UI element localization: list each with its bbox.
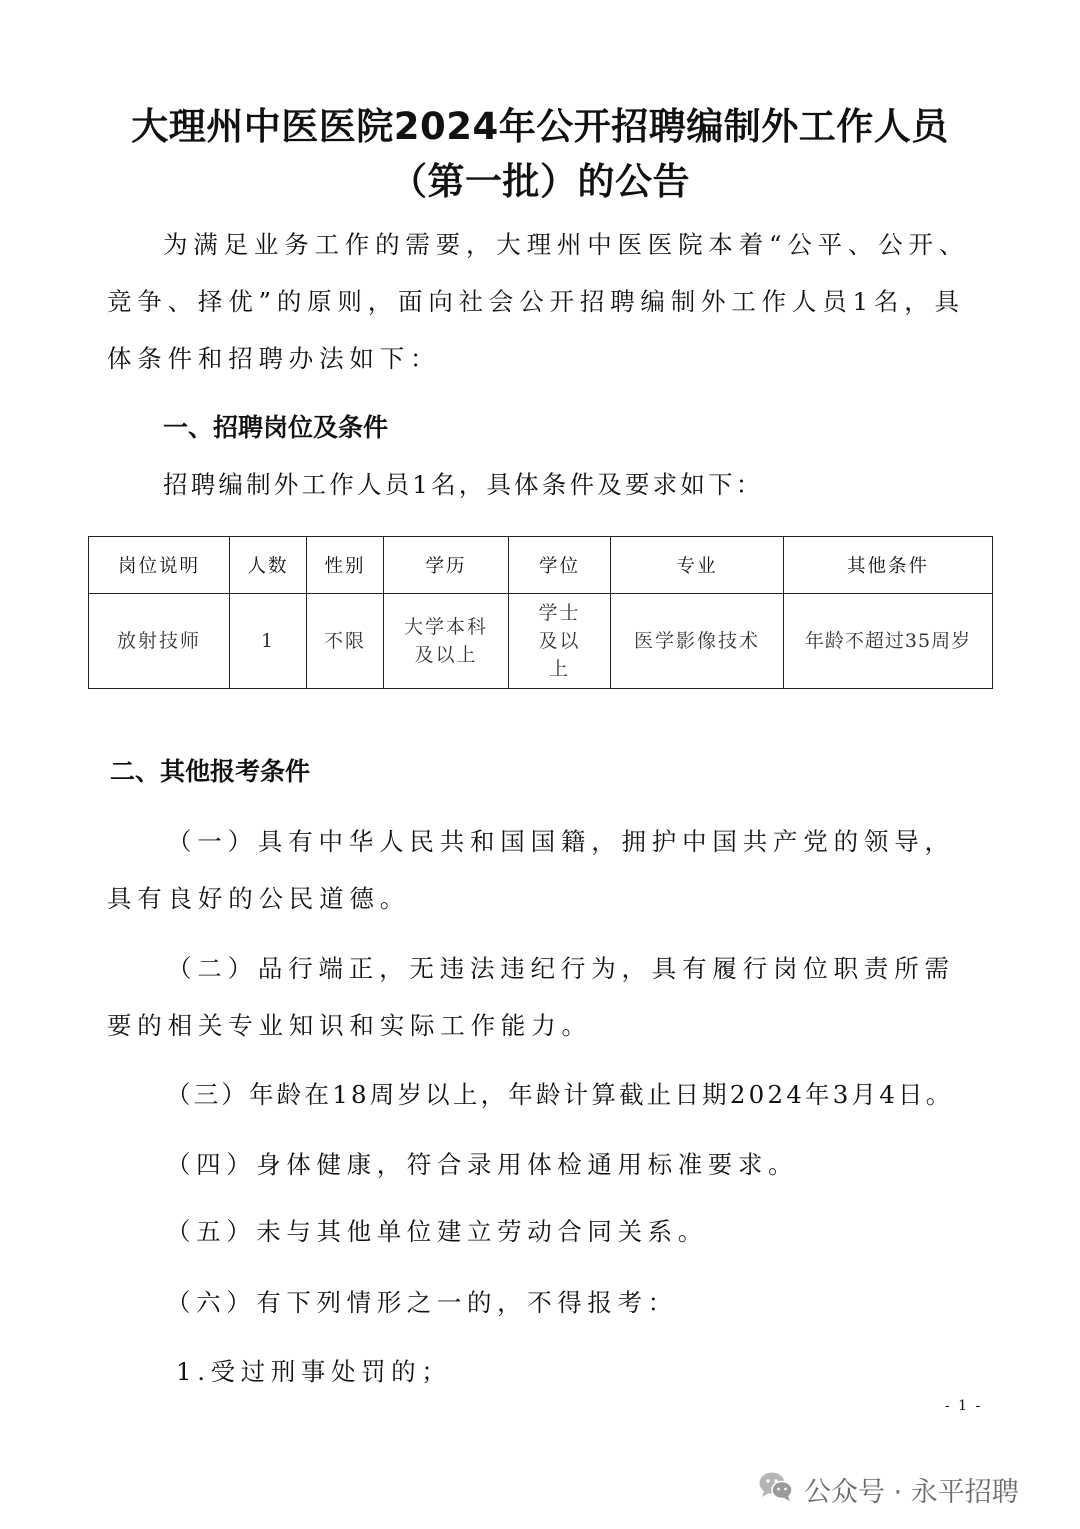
watermark	[758, 1469, 1019, 1509]
wechat-icon	[758, 1470, 794, 1509]
intro-paragraph: 为满足业务工作的需要，大理州中医医院本着“公平、公开、竞争、择优”的原则，面向社会公开招聘编制外工作人员1名，具体条件和招聘办法如下：	[107, 230, 970, 373]
condition-item: （五）未与其他单位建立劳动合同关系。	[166, 1217, 708, 1246]
position-cell: 放射技师	[89, 594, 230, 689]
condition-item: （一）具有中华人民共和国国籍，拥护中国共产党的领导，具有良好的公民道德。	[107, 827, 955, 913]
table-header-cell: 人数	[230, 537, 307, 594]
condition-item: 1.受过刑事处罚的；	[176, 1357, 452, 1386]
other-conditions-cell: 年龄不超过35周岁	[784, 594, 993, 689]
condition-item: （六）有下列情形之一的，不得报考：	[166, 1288, 678, 1317]
condition-item: （四）身体健康，符合录用体检通用标准要求。	[166, 1150, 799, 1179]
page-title-line-1: 大理州中医医院2024年公开招聘编制外工作人员	[131, 105, 949, 148]
degree-cell: 学士及以上	[509, 594, 611, 689]
count-cell: 1	[230, 594, 307, 689]
condition-item: （三）年龄在18周岁以上，年龄计算截止日期2024年3月4日。	[166, 1080, 954, 1109]
table-header-cell: 学历	[384, 537, 509, 594]
table-header-cell: 学位	[509, 537, 611, 594]
page-title-line-2: （第一批）的公告	[390, 160, 690, 203]
table-header-cell: 岗位说明	[89, 537, 230, 594]
condition-item: （二）品行端正，无违法违纪行为，具有履行岗位职责所需要的相关专业知识和实际工作能力。	[107, 954, 955, 1040]
table-header-row	[89, 537, 993, 594]
section-2-heading: 二、其他报考条件	[110, 757, 311, 786]
gender-cell: 不限	[307, 594, 384, 689]
table-header-cell: 性别	[307, 537, 384, 594]
major-cell: 医学影像技术	[611, 594, 784, 689]
positions-table	[88, 536, 993, 689]
watermark-text: 公众号 · 永平招聘	[804, 1476, 1019, 1508]
education-cell: 大学本科及以上	[384, 594, 509, 689]
page-number: - 1 -	[945, 1398, 983, 1414]
table-row	[89, 594, 993, 689]
table-header-cell: 专业	[611, 537, 784, 594]
section-1-text: 招聘编制外工作人员1名，具体条件及要求如下：	[163, 470, 764, 499]
table-header-cell: 其他条件	[784, 537, 993, 594]
section-1-heading: 一、招聘岗位及条件	[163, 413, 389, 442]
